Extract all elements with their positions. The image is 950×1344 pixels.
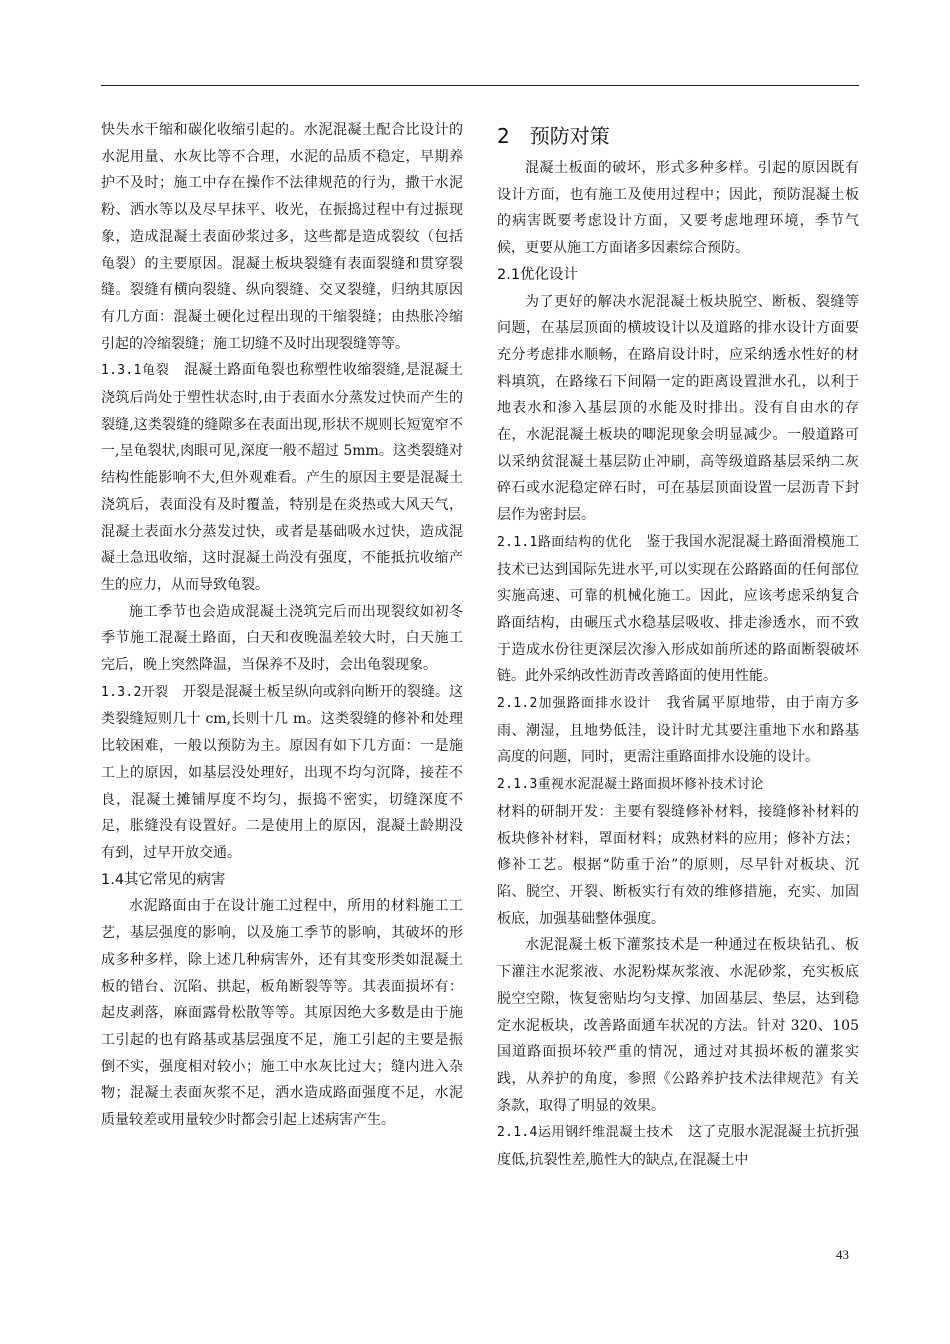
subheading-1-3-2: 1.3.2开裂 bbox=[101, 684, 169, 700]
paragraph-1-3-1 bbox=[101, 357, 463, 598]
subheading-2-1-3-title: 2.1.3重视水泥混凝土路面损坏修补技术讨论 bbox=[497, 777, 764, 793]
paragraph-2-1-4-text: 这了克服水泥混凝土抗折强度低,抗裂性差,脆性大的缺点,在混凝土中 bbox=[497, 1124, 860, 1169]
left-column bbox=[101, 117, 463, 1134]
subheading-1-3-1: 1.3.1龟裂 bbox=[101, 363, 170, 379]
paragraph-1-4: 水泥路面由于在设计施工过程中，所用的材料施工工艺，基层强度的影响，以及施工季节的影响，其破坏的形成多种多样，除上述几种病害外，还有其变形类如混凝土板的错台、沉陷、拱起，板角断裂等等。其表面损坏有：起皮剥落，麻面露骨松散等等。其原因绝大多数是由于施工引起的也有路基或基层强度不足，施工引起的主要是振倒不实，强度相对较小；施工中水灰比过大；缝内进入杂物；混凝土表面灰浆不足，洒水造成路面强度不足，水泥质量较差或用量较少时都会引起上述病害产生。 bbox=[101, 898, 463, 1129]
subheading-2-1-4: 2.1.4运用钢纤维混凝土技术 bbox=[497, 1125, 674, 1141]
paragraph-2-1-3: 材料的研制开发：主要有裂缝修补材料，接缝修补材料的板块修补材料，罩面材料；成熟材料的应用；修补方法；修补工艺。根据“防重于治”的原则，尽早针对板块、沉陷、脱空、开裂、断板实行有效的维修措施，充实、加固板底，加强基础整体强度。 bbox=[497, 803, 859, 927]
heading-2: 2 预防对策 bbox=[497, 124, 610, 148]
paragraph-1-3-1-text: 混凝土路面龟裂也称塑性收缩裂缝,是混凝土浇筑后尚处于塑性状态时,由于表面水分蒸发过快而产生的裂缝,这类裂缝的缝隙多在表面出现,形状不规则长短宽窄不一,呈龟裂状,肉眼可见,深度一般不超过 5mm。这类裂缝对结构性能影响不大,但外观难看。产生的原因主要是混凝土浇筑后，表面没有及时覆盖，特别是在炎热或大风天气，混凝土表面水分蒸发过快，或者是基础吸水过快，造成混凝土急迅收缩，这时混凝土尚没有强度，不能抵抗收缩产生的应力，从而导致龟裂。 bbox=[101, 362, 464, 593]
right-column bbox=[497, 117, 859, 1174]
heading-2-1: 2.1优化设计 bbox=[497, 266, 579, 283]
paragraph-2: 混凝土板面的破坏，形式多种多样。引起的原因既有设计方面，也有施工及使用过程中；因此，预防混凝土板的病害既要考虑设计方面，又要考虑地理环境，季节气候，更要从施工方面诸多因素综合预防。 bbox=[497, 160, 859, 257]
paragraph-intro: 快失水干缩和碳化收缩引起的。水泥混凝土配合比设计的水泥用量、水灰比等不合理，水泥的品质不稳定，早期养护不及时；施工中存在操作不法律规范的行为，撒干水泥粉、洒水等以及尽早抹平、收光，在振捣过程中有过振现象，造成混凝土表面砂浆过多，这些都是造成裂纹（包括龟裂）的主要原因。混凝土板块裂缝有表面裂缝和贯穿裂缝。裂缝有横向裂缝、纵向裂缝、交叉裂缝，归纳其原因有几方面：混凝土硬化过程出现的干缩裂缝；由热胀冷缩引起的冷缩裂缝；施工切缝不及时出现裂缝等等。 bbox=[101, 122, 463, 352]
subheading-2-1-3 bbox=[497, 771, 859, 799]
paragraph-season: 施工季节也会造成混凝土浇筑完后而出现裂纹如初冬季节施工混凝土路面，白天和夜晚温差较大时，白天施工完后，晚上突然降温，当保养不及时，会出龟裂现象。 bbox=[101, 603, 463, 674]
paragraph-2-1-4 bbox=[497, 1119, 859, 1173]
paragraph-2-1-2 bbox=[497, 690, 859, 771]
paragraph-1-3-2 bbox=[101, 679, 463, 867]
paragraph-1-3-2-text: 开裂是混凝土板呈纵向或斜向断开的裂缝。这类裂缝短则几十 cm,长则十几 m。这类裂缝的修补和处理比较困难，一般以预防为主。原因有如下几方面：一是施工上的原因，如基层没处理好，出现不均匀沉降，接茬不良，混凝土摊铺厚度不均匀，振捣不密实，切缝深度不足，胀缝没有设置好。二是使用上的原因，混凝土龄期没有到，过早开放交通。 bbox=[101, 683, 464, 861]
subheading-2-1-1: 2.1.1路面结构的优化 bbox=[497, 534, 633, 550]
heading-1-4: 1.4其它常见的病害 bbox=[101, 871, 226, 888]
paragraph-2-1: 为了更好的解决水泥混凝土板块脱空、断板、裂缝等问题，在基层顶面的横坡设计以及道路的排水设计方面要充分考虑排水顺畅，在路肩设计时，应采纳透水性好的材料填筑，在路缘石下间隔一定的距离设置泄水孔，以利于地表水和渗入基层顶的水能及时排出。没有自由水的存在，水泥混凝土板块的唧泥现象会明显减少。一般道路可以采纳贫混凝土基层防止冲刷，高等级道路基层采纳二灰碎石或水泥稳定碎石时，可在基层顶面设置一层沥青下封层作为密封层。 bbox=[497, 293, 859, 524]
paragraph-2-1-2-text: 我省属平原地带，由于南方多雨、潮湿，且地势低洼，设计时尤其要注重地下水和路基高度的问题，同时，更需注重路面排水设施的设计。 bbox=[497, 695, 860, 766]
header-rule bbox=[101, 85, 859, 86]
paragraph-2-1-1 bbox=[497, 529, 859, 690]
subheading-2-1-2: 2.1.2加强路面排水设计 bbox=[497, 696, 652, 712]
paragraph-grout: 水泥混凝土板下灌浆技术是一种通过在板块钻孔、板下灌注水泥浆液、水泥粉煤灰浆液、水泥砂浆，充实板底脱空空隙，恢复密贴均匀支撑、加固基层、垫层，达到稳定水泥板块，改善路面通车状况的方法。针对 320、105 国道路面损坏较严重的情况，通过对其损坏板的灌浆实践，从养护的角度，参照《公路养护技术法律规范》有关条款，取得了明显的效果。 bbox=[497, 937, 859, 1114]
paragraph-2-1-1-text: 鉴于我国水泥混凝土路面滑模施工技术已达到国际先进水平,可以实现在公路路面的任何部位实施高速、可靠的机械化施工。因此，应该考虑采纳复合路面结构，由碾压式水稳基层吸收、排走渗透水，而不致于造成水份往更深层次渗入形成如前所述的路面断裂破坏链。此外采纳改性沥青改善路面的使用性能。 bbox=[497, 533, 860, 685]
page-number: 43 bbox=[836, 1247, 849, 1262]
